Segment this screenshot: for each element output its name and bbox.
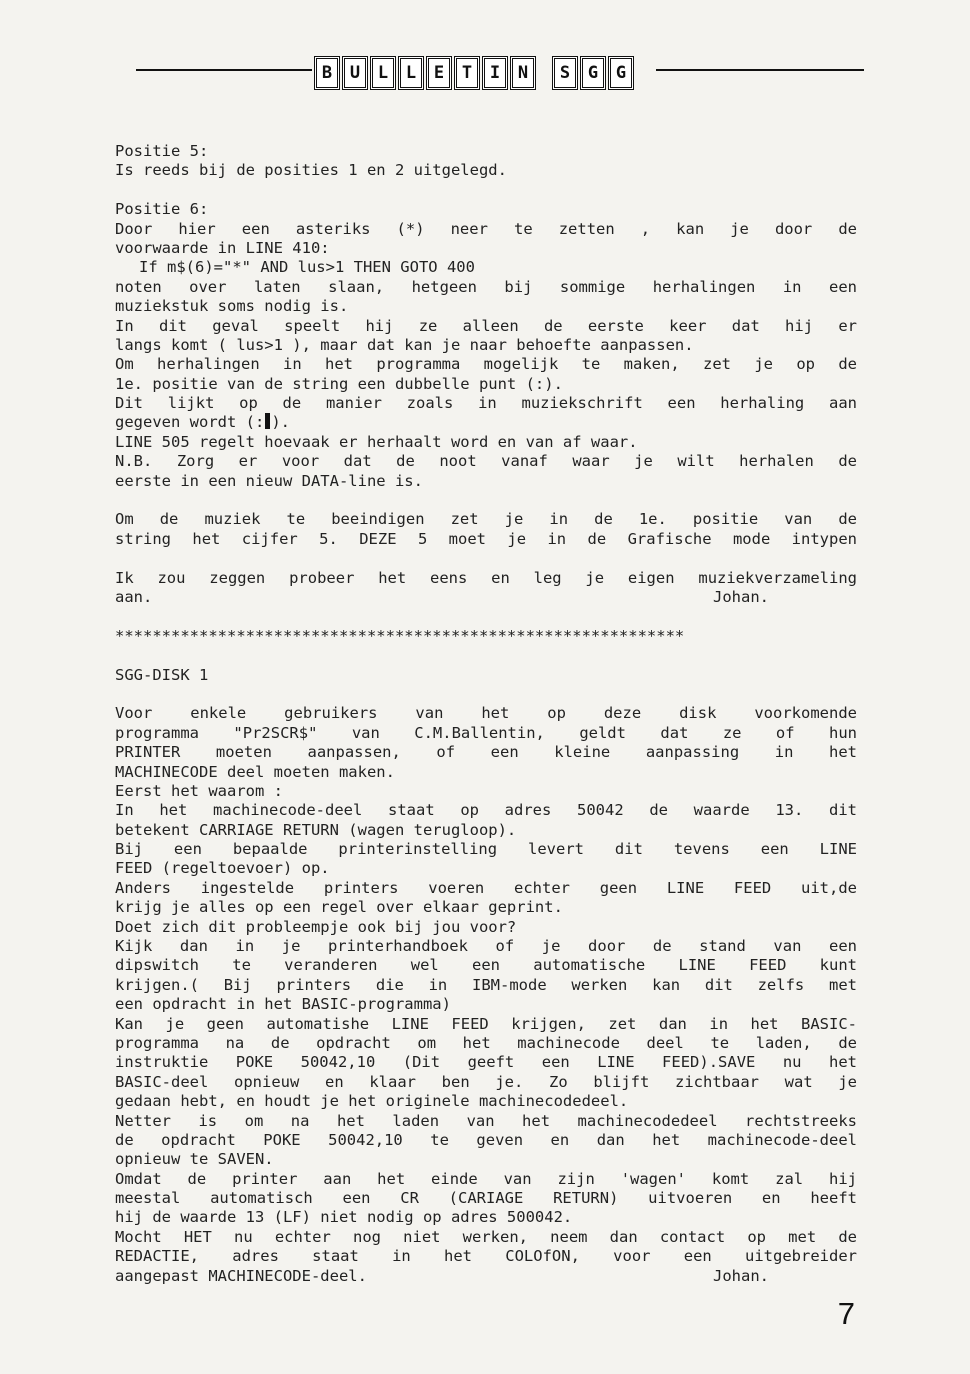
text-line: Positie 6: bbox=[115, 200, 209, 219]
text-line: In dit geval speelt hij ze alleen de eerste keer dat hij er bbox=[115, 316, 857, 335]
masthead-rule-right bbox=[656, 69, 864, 71]
masthead-letter: E bbox=[426, 56, 452, 90]
text-line: meestal automatisch een CR (CARIAGE RETURN) uitvoeren en heeft bbox=[115, 1189, 857, 1208]
masthead-letter: S bbox=[552, 56, 578, 90]
text-segment: aangepast MACHINECODE-deel. bbox=[115, 1266, 367, 1285]
text-line: Om herhalingen in het programma mogelijk te maken, zet je op de bbox=[115, 355, 857, 374]
text-line: programma "Pr2SCR$" van C.M.Ballentin, geldt dat ze of hun bbox=[115, 723, 857, 742]
text-line: string het cijfer 5. DEZE 5 moet je in de Grafische mode intypen bbox=[115, 529, 857, 548]
masthead-letter: L bbox=[398, 56, 424, 90]
text-line bbox=[115, 1267, 857, 1286]
masthead-letter: G bbox=[580, 56, 606, 90]
masthead-letter: I bbox=[482, 56, 508, 90]
masthead-letter: N bbox=[510, 56, 536, 90]
masthead-letter: G bbox=[608, 56, 634, 90]
text-line: gedaan hebt, en houdt je het originele machinecodedeel. bbox=[115, 1092, 629, 1111]
masthead-letter: L bbox=[370, 56, 396, 90]
text-line: programma na de opdracht om het machinecode deel te laden, de bbox=[115, 1033, 857, 1052]
text-line: N.B. Zorg er voor dat de noot vanaf waar je wilt herhalen de bbox=[115, 452, 857, 471]
masthead-rule-left bbox=[136, 69, 312, 71]
text-line: Door hier een asteriks (*) neer te zetten , kan je door de bbox=[115, 219, 857, 238]
text-line: ************************************************************* bbox=[115, 626, 685, 645]
text-line: PRINTER moeten aanpassen, of een kleine aanpassing in het bbox=[115, 743, 857, 762]
text-line: Mocht HET nu echter nog niet werken, neem dan contact op met de bbox=[115, 1227, 857, 1246]
text-line: In het machinecode-deel staat op adres 50042 de waarde 13. dit bbox=[115, 801, 857, 820]
signature: Johan. bbox=[713, 587, 769, 606]
text-line: instruktie POKE 50042,10 (Dit geeft een LINE FEED).SAVE nu het bbox=[115, 1053, 857, 1072]
text-line: muziekstuk soms nodig is. bbox=[115, 297, 349, 316]
masthead-letter: T bbox=[454, 56, 480, 90]
text-line: krijgen.( Bij printers die in IBM-mode werken kan dit zelfs met bbox=[115, 975, 857, 994]
article-body bbox=[115, 142, 857, 1286]
page-number: 7 bbox=[837, 1296, 855, 1331]
text-line: langs komt ( lus>1 ), maar dat kan je naar behoefte aanpassen. bbox=[115, 335, 694, 354]
text-segment: ). bbox=[271, 413, 290, 432]
text-line: Doet zich dit probleempje ook bij jou voor? bbox=[115, 917, 517, 936]
text-line: Kijk dan in je printerhandboek of je door de stand van een bbox=[115, 937, 857, 956]
text-line: Positie 5: bbox=[115, 142, 209, 160]
text-line: 1e. positie van de string een dubbelle punt (:). bbox=[115, 374, 563, 393]
text-segment: gegeven wordt (: bbox=[115, 413, 265, 432]
masthead-gap bbox=[538, 59, 550, 87]
text-line: LINE 505 regelt hoevaak er herhaalt word en van af waar. bbox=[115, 432, 638, 451]
blank-line bbox=[115, 646, 857, 665]
text-line: Bij een bepaalde printerinstelling levert dit tevens een LINE bbox=[115, 840, 857, 859]
text-line: noten over laten slaan, hetgeen bij sommige herhalingen in een bbox=[115, 277, 857, 296]
text-line: Dit lijkt op de manier zoals in muziekschrift een herhaling aan bbox=[115, 394, 857, 413]
blank-line bbox=[115, 181, 857, 200]
text-line: krijg je alles op een regel over elkaar geprint. bbox=[115, 898, 563, 917]
text-line: FEED (regeltoevoer) op. bbox=[115, 859, 330, 878]
text-line: hij de waarde 13 (LF) niet nodig op adres 500042. bbox=[115, 1208, 573, 1227]
text-line: Ik zou zeggen probeer het eens en leg je eigen muziekverzameling bbox=[115, 568, 857, 587]
text-line bbox=[115, 588, 857, 607]
masthead-letter: B bbox=[314, 56, 340, 90]
text-line: Voor enkele gebruikers van het op deze disk voorkomende bbox=[115, 704, 857, 723]
text-line: betekent CARRIAGE RETURN (wagen terugloop). bbox=[115, 820, 517, 839]
blank-line bbox=[115, 685, 857, 704]
text-segment: aan. bbox=[115, 587, 153, 606]
blank-line bbox=[115, 549, 857, 568]
blank-line bbox=[115, 607, 857, 626]
text-line: BASIC-deel opnieuw en klaar ben je. Zo blijft zichtbaar wat je bbox=[115, 1072, 857, 1091]
masthead-letter: U bbox=[342, 56, 368, 90]
text-line: eerste in een nieuw DATA-line is. bbox=[115, 471, 423, 490]
text-line: REDACTIE, adres staat in het COLOfON, voor een uitgebreider bbox=[115, 1247, 857, 1266]
text-line: voorwaarde in LINE 410: bbox=[115, 238, 330, 257]
masthead-title bbox=[314, 55, 634, 91]
text-line: de opdracht POKE 50042,10 te geven en dan het machinecode-deel bbox=[115, 1130, 857, 1149]
text-line: MACHINECODE deel moeten maken. bbox=[115, 762, 395, 781]
text-line: dipswitch te veranderen wel een automatische LINE FEED kunt bbox=[115, 956, 857, 975]
text-line: Omdat de printer aan het einde van zijn 'wagen' komt zal hij bbox=[115, 1169, 857, 1188]
text-line: Eerst het waarom : bbox=[115, 781, 283, 800]
text-line: SGG-DISK 1 bbox=[115, 665, 209, 684]
blank-line bbox=[115, 491, 857, 510]
repeat-mark bbox=[265, 413, 270, 429]
text-line: Is reeds bij de posities 1 en 2 uitgelegd. bbox=[115, 161, 507, 180]
text-line: Netter is om na het laden van het machinecodedeel rechtstreeks bbox=[115, 1111, 857, 1130]
text-line bbox=[115, 413, 857, 432]
text-line: opnieuw te SAVEN. bbox=[115, 1150, 274, 1169]
signature: Johan. bbox=[713, 1266, 769, 1285]
text-line: Om de muziek te beeindigen zet je in de 1e. positie van de bbox=[115, 510, 857, 529]
text-line: If m$(6)="*" AND lus>1 THEN GOTO 400 bbox=[139, 258, 475, 277]
text-line: Anders ingestelde printers voeren echter geen LINE FEED uit,de bbox=[115, 878, 857, 897]
text-line: een opdracht in het BASIC-programma) bbox=[115, 995, 451, 1014]
text-line: Kan je geen automatishe LINE FEED krijgen, zet dan in het BASIC- bbox=[115, 1014, 857, 1033]
